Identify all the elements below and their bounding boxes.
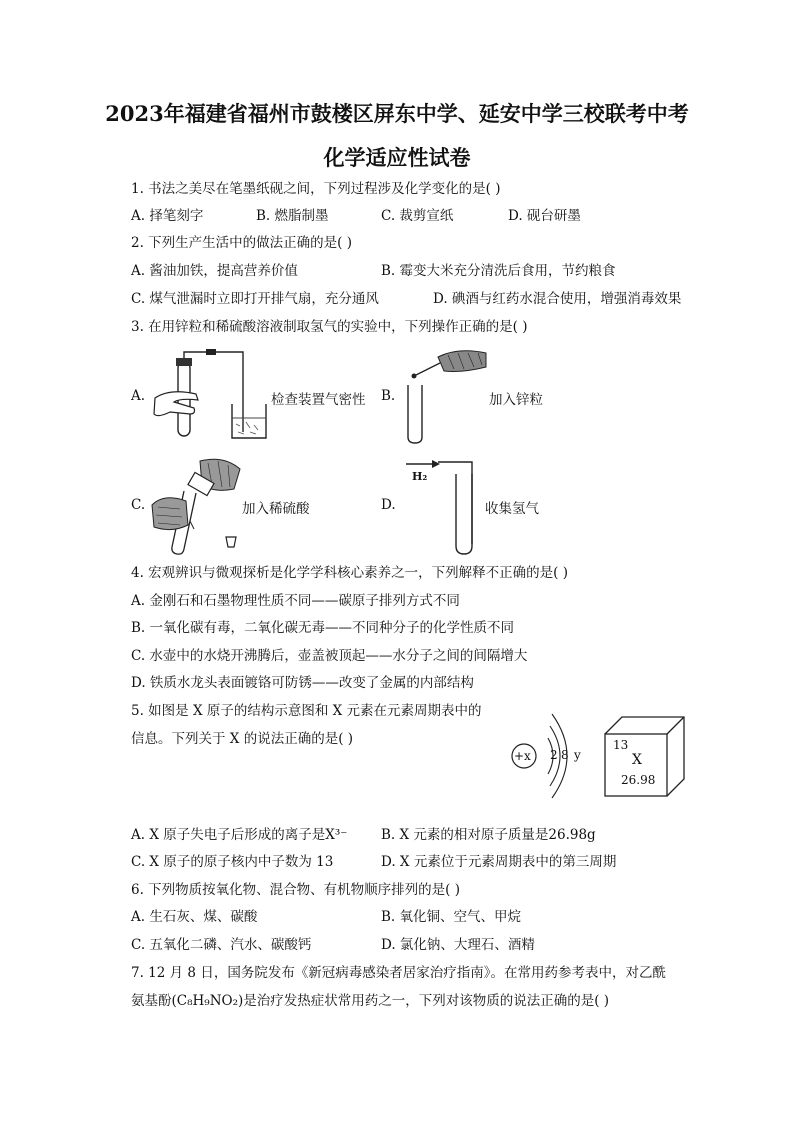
q3-b-add-zinc-figure <box>398 345 490 445</box>
q2-option-a: A. 酱油加铁，提高营养价值 <box>131 263 298 279</box>
q3-d-text: 收集氢气 <box>485 501 539 517</box>
q3-d-letter: D. <box>381 497 396 513</box>
q5-option-b: B. X 元素的相对原子质量是26.98g <box>381 827 596 843</box>
q5-option-a: A. X 原子失电子后形成的离子是X³⁻ <box>131 827 348 843</box>
q3-c-letter: C. <box>131 497 146 513</box>
q5-option-c: C. X 原子的原子核内中子数为 13 <box>131 854 334 870</box>
q5-shell-3: y <box>574 748 581 762</box>
q5-option-d: D. X 元素位于元素周期表中的第三周期 <box>381 854 617 870</box>
q1-option-c: C. 裁剪宣纸 <box>381 208 454 224</box>
q6-stem: 6. 下列物质按氧化物、混合物、有机物顺序排列的是( ) <box>131 882 460 898</box>
q3-b-letter: B. <box>381 388 396 404</box>
q5-shell-2: 8 <box>561 748 569 762</box>
q2-option-c: C. 煤气泄漏时立即打开排气扇，充分通风 <box>131 291 379 307</box>
q2-option-d: D. 碘酒与红药水混合使用，增强消毒效果 <box>433 291 682 307</box>
q4-option-b: B. 一氧化碳有毒，二氧化碳无毒——不同种分子的化学性质不同 <box>131 620 515 636</box>
q3-stem: 3. 在用锌粒和稀硫酸溶液制取氢气的实验中，下列操作正确的是( ) <box>131 319 528 335</box>
q4-stem: 4. 宏观辨识与微观探析是化学学科核心素养之一，下列解释不正确的是( ) <box>131 565 568 581</box>
title-line-1: 2023年福建省福州市鼓楼区屏东中学、延安中学三校联考中考 <box>105 101 689 126</box>
q6-option-d: D. 氯化钠、大理石、酒精 <box>381 937 535 953</box>
q3-a-text: 检查装置气密性 <box>271 392 366 408</box>
q3-a-letter: A. <box>131 388 146 404</box>
q5-stem-line2: 信息。下列关于 X 的说法正确的是( ) <box>131 731 354 747</box>
q6-option-b: B. 氧化铜、空气、甲烷 <box>381 909 522 925</box>
q4-option-c: C. 水壶中的水烧开沸腾后，壶盖被顶起——水分子之间的间隔增大 <box>131 648 528 664</box>
title-line-2: 化学适应性试卷 <box>323 145 471 170</box>
q3-d-h2-label: H₂ <box>412 470 428 483</box>
q7-stem-line2: 氨基酚(C₈H₉NO₂)是治疗发热症状常用药之一，下列对该物质的说法正确的是( ) <box>131 993 610 1009</box>
q5-stem-line1: 5. 如图是 X 原子的结构示意图和 X 元素在元素周期表中的 <box>131 703 482 719</box>
q6-option-c: C. 五氧化二磷、汽水、碳酸钙 <box>131 937 312 953</box>
q6-option-a: A. 生石灰、煤、碳酸 <box>131 909 258 925</box>
q2-stem: 2. 下列生产生活中的做法正确的是( ) <box>131 235 352 251</box>
q5-cell-atomic-number: 13 <box>613 738 629 752</box>
q3-c-add-acid-figure <box>150 455 242 555</box>
q4-option-d: D. 铁质水龙头表面镀铬可防锈——改变了金属的内部结构 <box>131 675 474 691</box>
q1-option-b: B. 燃脂制墨 <box>256 208 329 224</box>
q5-cell-atomic-mass: 26.98 <box>621 773 656 787</box>
q2-option-b: B. 霉变大米充分清洗后食用，节约粮食 <box>381 263 616 279</box>
q5-cell-symbol: X <box>632 752 642 768</box>
q1-option-d: D. 砚台研墨 <box>508 208 581 224</box>
q4-option-a: A. 金刚石和石墨物理性质不同——碳原子排列方式不同 <box>131 593 460 609</box>
q3-a-airtightness-figure <box>150 348 272 443</box>
q5-shell-1: 2 <box>550 748 558 762</box>
q3-b-text: 加入锌粒 <box>489 392 543 408</box>
q1-stem: 1. 书法之美尽在笔墨纸砚之间，下列过程涉及化学变化的是( ) <box>131 181 501 197</box>
q3-c-text: 加入稀硫酸 <box>242 501 310 517</box>
q7-stem-line1: 7. 12 月 8 日，国务院发布《新冠病毒感染者居家治疗指南》。在常用药参考表中，对乙酰 <box>131 965 667 981</box>
q1-option-a: A. 择笔刻字 <box>131 208 204 224</box>
q5-nucleus-label: +x <box>514 749 531 763</box>
